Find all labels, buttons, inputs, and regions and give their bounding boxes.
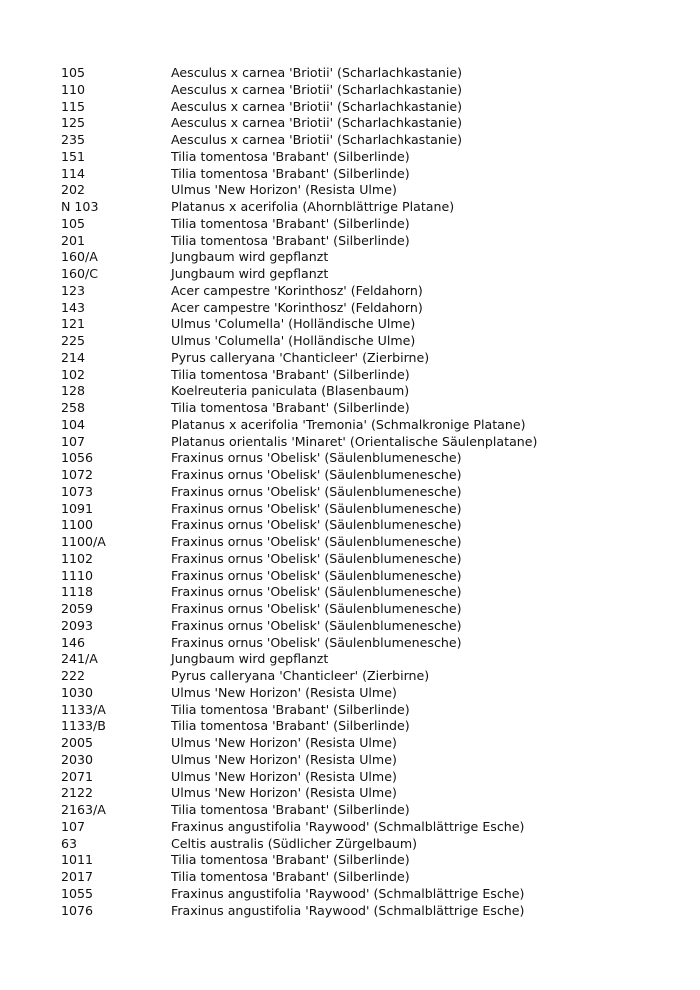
list-item [61,350,681,367]
list-item [61,551,681,568]
list-item [61,635,681,652]
tree-number: 2030 [61,751,94,767]
list-item [61,333,681,350]
list-item [61,82,681,99]
tree-species: Fraxinus ornus 'Obelisk' (Säulenblumenesche) [171,500,462,516]
list-item [61,685,681,702]
list-item [61,316,681,333]
tree-species: Ulmus 'New Horizon' (Resista Ulme) [171,768,397,784]
list-item [61,450,681,467]
tree-species: Fraxinus ornus 'Obelisk' (Säulenblumenesche) [171,601,462,616]
tree-species: Fraxinus ornus 'Obelisk' (Säulenblumenesche) [171,634,462,650]
tree-number: 1133/B [61,718,106,734]
tree-species: Tilia tomentosa 'Brabant' (Silberlinde) [171,400,410,415]
list-item [61,517,681,534]
list-item [61,166,681,183]
list-item [61,601,681,618]
tree-species: Fraxinus ornus 'Obelisk' (Säulenblumenesche) [171,517,462,533]
list-item [61,819,681,836]
tree-species: Fraxinus ornus 'Obelisk' (Säulenblumenesche) [171,567,462,583]
list-item [61,216,681,233]
tree-number: 202 [61,182,86,198]
tree-number: 225 [61,333,86,348]
tree-species: Platanus x acerifolia (Ahornblättrige Platane) [171,199,455,214]
tree-number: 214 [61,349,86,365]
tree-species: Ulmus 'New Horizon' (Resista Ulme) [171,785,397,801]
list-item [61,182,681,199]
tree-number: 115 [61,98,86,114]
tree-number: 1118 [61,584,94,600]
list-item [61,467,681,484]
tree-number: 1076 [61,902,94,918]
tree-number: 2122 [61,785,94,801]
tree-species: Ulmus 'New Horizon' (Resista Ulme) [171,751,397,767]
list-item [61,65,681,82]
tree-species: Celtis australis (Südlicher Zürgelbaum) [171,835,418,851]
list-item [61,769,681,786]
tree-species: Tilia tomentosa 'Brabant' (Silberlinde) [171,852,410,868]
list-item [61,383,681,400]
list-item [61,886,681,903]
list-item [61,869,681,886]
tree-number: 1011 [61,852,94,868]
list-item [61,735,681,752]
tree-number: 258 [61,400,86,415]
tree-species: Fraxinus angustifolia 'Raywood' (Schmalblättrige Esche) [171,902,525,918]
list-item [61,836,681,853]
list-item [61,568,681,585]
tree-number: 1073 [61,483,94,499]
list-item [61,501,681,518]
tree-species: Fraxinus ornus 'Obelisk' (Säulenblumenesche) [171,617,462,633]
tree-number: 102 [61,366,86,382]
tree-number: 235 [61,132,86,147]
list-item [61,785,681,802]
list-item [61,651,681,668]
tree-number: 107 [61,818,86,834]
tree-species: Aesculus x carnea 'Briotii' (Scharlachkastanie) [171,98,463,114]
tree-species: Fraxinus ornus 'Obelisk' (Säulenblumenesche) [171,467,462,482]
tree-number: 1110 [61,567,94,583]
tree-number: 201 [61,232,86,248]
tree-species: Ulmus 'New Horizon' (Resista Ulme) [171,684,397,700]
tree-number: N 103 [61,199,99,214]
tree-species: Aesculus x carnea 'Briotii' (Scharlachkastanie) [171,115,463,131]
tree-species: Tilia tomentosa 'Brabant' (Silberlinde) [171,148,410,164]
list-item [61,149,681,166]
tree-number: 2059 [61,601,94,616]
tree-species: Tilia tomentosa 'Brabant' (Silberlinde) [171,869,410,884]
tree-number: 2163/A [61,802,106,817]
tree-species: Ulmus 'New Horizon' (Resista Ulme) [171,735,397,750]
list-item [61,752,681,769]
list-item [61,484,681,501]
tree-number: 2071 [61,768,94,784]
tree-species: Aesculus x carnea 'Briotii' (Scharlachkastanie) [171,132,463,147]
tree-species: Jungbaum wird gepflanzt [171,651,329,667]
tree-species: Fraxinus ornus 'Obelisk' (Säulenblumenesche) [171,534,462,549]
tree-number: 2093 [61,617,94,633]
tree-number: 151 [61,148,86,164]
tree-species: Tilia tomentosa 'Brabant' (Silberlinde) [171,701,410,717]
tree-species: Tilia tomentosa 'Brabant' (Silberlinde) [171,232,410,248]
tree-number: 125 [61,115,86,131]
tree-number: 1072 [61,467,94,482]
tree-number: 104 [61,416,86,432]
list-item [61,132,681,149]
tree-number: 128 [61,383,86,399]
list-item [61,584,681,601]
tree-species: Aesculus x carnea 'Briotii' (Scharlachkastanie) [171,81,463,97]
tree-number: 110 [61,81,86,97]
tree-number: 63 [61,835,78,851]
list-item [61,115,681,132]
tree-species: Tilia tomentosa 'Brabant' (Silberlinde) [171,366,410,382]
tree-species: Tilia tomentosa 'Brabant' (Silberlinde) [171,802,410,817]
tree-species: Fraxinus ornus 'Obelisk' (Säulenblumenesche) [171,450,462,466]
tree-species: Ulmus 'New Horizon' (Resista Ulme) [171,182,397,198]
list-item [61,266,681,283]
tree-species: Aesculus x carnea 'Briotii' (Scharlachkastanie) [171,65,463,80]
tree-number: 1100/A [61,534,106,549]
tree-species: Jungbaum wird gepflanzt [171,249,329,265]
tree-number: 1091 [61,500,94,516]
tree-species: Platanus orientalis 'Minaret' (Orientalische Säulenplatane) [171,433,538,449]
list-item [61,802,681,819]
tree-species: Tilia tomentosa 'Brabant' (Silberlinde) [171,215,410,231]
tree-number: 105 [61,65,86,80]
tree-species: Fraxinus ornus 'Obelisk' (Säulenblumenesche) [171,483,462,499]
tree-number: 222 [61,668,86,683]
tree-number: 143 [61,299,86,315]
tree-species: Fraxinus angustifolia 'Raywood' (Schmalblättrige Esche) [171,818,525,834]
list-item [61,702,681,719]
list-item [61,668,681,685]
tree-number: 107 [61,433,86,449]
tree-number: 114 [61,165,86,181]
tree-species: Acer campestre 'Korinthosz' (Feldahorn) [171,299,423,315]
tree-list [61,65,681,919]
list-item [61,300,681,317]
tree-species: Pyrus calleryana 'Chanticleer' (Zierbirne) [171,668,430,683]
tree-number: 1055 [61,885,94,901]
tree-species: Fraxinus ornus 'Obelisk' (Säulenblumenesche) [171,584,462,600]
tree-number: 105 [61,215,86,231]
tree-species: Acer campestre 'Korinthosz' (Feldahorn) [171,282,423,298]
tree-species: Jungbaum wird gepflanzt [171,266,329,281]
tree-species: Fraxinus ornus 'Obelisk' (Säulenblumenesche) [171,550,462,566]
tree-number: 2017 [61,869,94,884]
list-item [61,417,681,434]
list-item [61,852,681,869]
tree-number: 1100 [61,517,94,533]
tree-number: 160/C [61,266,99,281]
tree-species: Tilia tomentosa 'Brabant' (Silberlinde) [171,718,410,734]
list-item [61,718,681,735]
list-item [61,400,681,417]
list-item [61,99,681,116]
tree-number: 123 [61,282,86,298]
tree-number: 1030 [61,684,94,700]
list-item [61,618,681,635]
tree-number: 160/A [61,249,98,265]
tree-species: Tilia tomentosa 'Brabant' (Silberlinde) [171,165,410,181]
list-item [61,903,681,920]
tree-number: 146 [61,634,86,650]
list-item [61,534,681,551]
list-item [61,249,681,266]
tree-species: Ulmus 'Columella' (Holländische Ulme) [171,333,416,348]
tree-number: 241/A [61,651,98,667]
list-item [61,233,681,250]
list-item [61,367,681,384]
tree-number: 2005 [61,735,94,750]
tree-number: 1133/A [61,701,106,717]
tree-number: 121 [61,316,86,332]
tree-species: Fraxinus angustifolia 'Raywood' (Schmalblättrige Esche) [171,885,525,901]
tree-species: Koelreuteria paniculata (Blasenbaum) [171,383,410,399]
list-item [61,199,681,216]
tree-species: Ulmus 'Columella' (Holländische Ulme) [171,316,416,332]
tree-number: 1102 [61,550,94,566]
tree-species: Platanus x acerifolia 'Tremonia' (Schmalkronige Platane) [171,416,526,432]
list-item [61,434,681,451]
tree-number: 1056 [61,450,94,466]
tree-species: Pyrus calleryana 'Chanticleer' (Zierbirne) [171,349,430,365]
list-item [61,283,681,300]
